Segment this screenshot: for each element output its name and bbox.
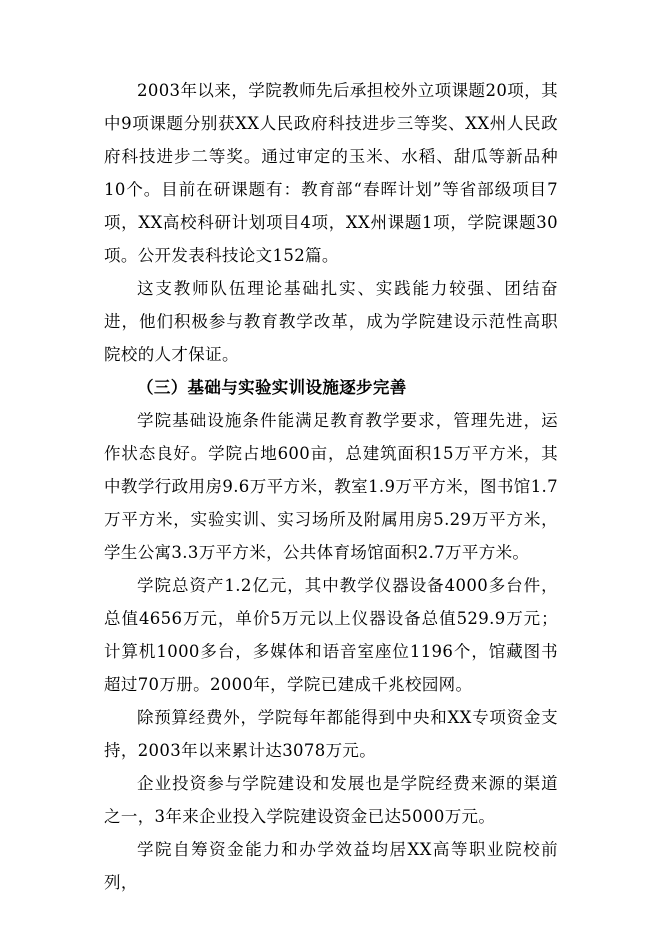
- section-heading: （三）基础与实验实训设施逐步完善: [137, 378, 407, 397]
- paragraph-infrastructure: 学院基础设施条件能满足教育教学要求，管理先进，运作状态良好。学院占地600亩，总建筑面积15万平方米，其中教学行政用房9.6万平方米，教室1.9万平方米，图书馆1.7万平方米，实验实训、实习场所及附属用房5.29万平方米，学生公寓3.3万平方米，公共体育场馆面积2.7万平方米。: [104, 411, 558, 562]
- paragraph-self-funding: 学院自筹资金能力和办学效益均居XX高等职业院校前列，: [104, 840, 558, 892]
- paragraph-enterprise-investment: 企业投资参与学院建设和发展也是学院经费来源的渠道之一，3年来企业投入学院建设资金已达5000万元。: [104, 774, 558, 826]
- paragraph-research-projects: 2003年以来，学院教师先后承担校外立项课题20项，其中9项课题分别获XX人民政府科技进步三等奖、XX州人民政府科技进步二等奖。通过审定的玉米、水稻、甜瓜等新品种10个。目前在研课题有：教育部“春晖计划”等省部级项目7项，XX高校科研计划项目4项，XX州课题1项，学院课题30项。公开发表科技论文152篇。: [104, 81, 558, 265]
- paragraph-teacher-team: 这支教师队伍理论基础扎实、实践能力较强、团结奋进，他们积极参与教育教学改革，成为学院建设示范性高职院校的人才保证。: [104, 279, 558, 364]
- paragraph-special-funds: 除预算经费外，学院每年都能得到中央和XX专项资金支持，2003年以来累计达3078万元。: [104, 708, 558, 760]
- paragraph-assets: 学院总资产1.2亿元，其中教学仪器设备4000多台件，总值4656万元，单价5万元以上仪器设备总值529.9万元；计算机1000多台，多媒体和语音室座位1196个，馆藏图书超过70万册。2000年，学院已建成千兆校园网。: [104, 576, 558, 694]
